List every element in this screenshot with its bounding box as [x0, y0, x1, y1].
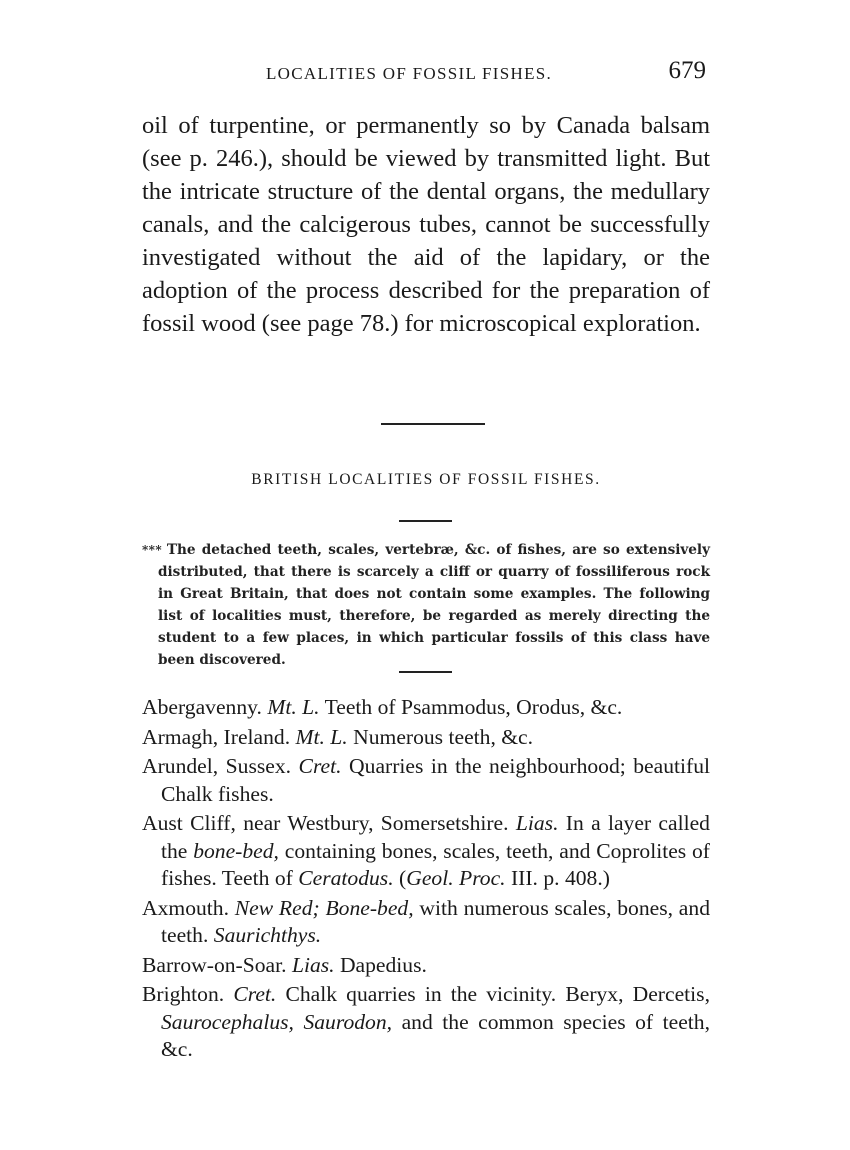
section-divider: [381, 423, 485, 425]
entry-place: Arundel, Sussex.: [142, 754, 292, 778]
entry-italic: Saurichthys.: [213, 923, 322, 947]
entry-text: and the common species of teeth, &c.: [161, 1009, 710, 1061]
running-header: [142, 58, 710, 92]
entry-formation: Mt. L.: [267, 695, 320, 719]
entry-formation: Lias.: [291, 952, 335, 977]
editorial-note: [142, 539, 710, 671]
entry-place: Armagh, Ireland.: [142, 724, 291, 749]
entry-text: Dapedius.: [339, 952, 427, 977]
entry-text: Teeth of Psammodus, Orodus, &c.: [324, 695, 623, 719]
heading-rule: [399, 520, 452, 522]
entry-text: III. p. 408.): [510, 866, 610, 890]
page-number: 679: [668, 57, 706, 84]
entry-text: Quarries in the neighbourhood; beautiful Chalk fishes.: [161, 754, 711, 806]
note-rule: [399, 671, 452, 673]
entry-place: Aust Cliff, near Westbury, Somersetshire.: [142, 811, 509, 835]
entry-place: Brighton.: [142, 982, 225, 1006]
entry-italic: Ceratodus.: [298, 866, 394, 890]
list-item: [142, 810, 710, 893]
entry-formation: Cret.: [233, 982, 277, 1006]
list-item: [142, 981, 710, 1064]
entry-italic: Geol. Proc.: [406, 866, 506, 890]
entry-formation: New Red; Bone-bed,: [234, 895, 414, 920]
list-item: [142, 724, 710, 752]
list-item: [142, 895, 710, 950]
entry-place: Barrow-on-Soar.: [142, 952, 287, 977]
section-heading: BRITISH LOCALITIES OF FOSSIL FISHES.: [251, 471, 601, 488]
note-text: The detached teeth, scales, vertebræ, &c. of fishes, are so extensively distributed, that there is scarcely a cliff or quarry of fossiliferous rock in Great Britain, that does not contain some examples. The following list of localities must, therefore, be regarded as merely directing the student to a few places, in which particular fossils of this class have been discovered.: [158, 542, 710, 668]
entry-italic: Saurocephalus, Saurodon,: [161, 1009, 393, 1034]
entry-text: containing bones, scales, teeth, and Coprolites of fishes. Teeth of: [161, 838, 710, 890]
entry-place: Abergavenny.: [142, 695, 262, 719]
asterism-mark: * * *: [142, 543, 161, 557]
running-title: LOCALITIES OF FOSSIL FISHES.: [266, 64, 553, 83]
entry-text: (: [399, 866, 407, 890]
entry-italic: bone-bed,: [193, 838, 279, 863]
entry-text: Chalk quarries in the vicinity. Beryx, Dercetis,: [285, 982, 710, 1006]
entry-text: with numerous scales, bones, and teeth.: [161, 895, 710, 947]
localities-list: [142, 694, 710, 1064]
entry-formation: Lias.: [515, 811, 559, 835]
intro-paragraph: oil of turpentine, or permanently so by Canada balsam (see p. 246.), should be viewed by transmitted light. But the intricate structure of the dental organs, the medullary canals, and the calcigerous tubes, cannot be successfully investigated without the aid of the lapidary, or the adoption of the process described for the preparation of fossil wood (see page 78.) for microscopical exploration.: [142, 112, 710, 337]
entry-place: Axmouth.: [142, 895, 229, 920]
list-item: [142, 694, 710, 722]
entry-text: In a layer called the: [161, 811, 710, 863]
list-item: [142, 952, 710, 980]
list-item: [142, 753, 710, 808]
entry-text: Numerous teeth, &c.: [353, 724, 534, 749]
entry-formation: Mt. L.: [295, 724, 348, 749]
entry-formation: Cret.: [298, 754, 342, 778]
